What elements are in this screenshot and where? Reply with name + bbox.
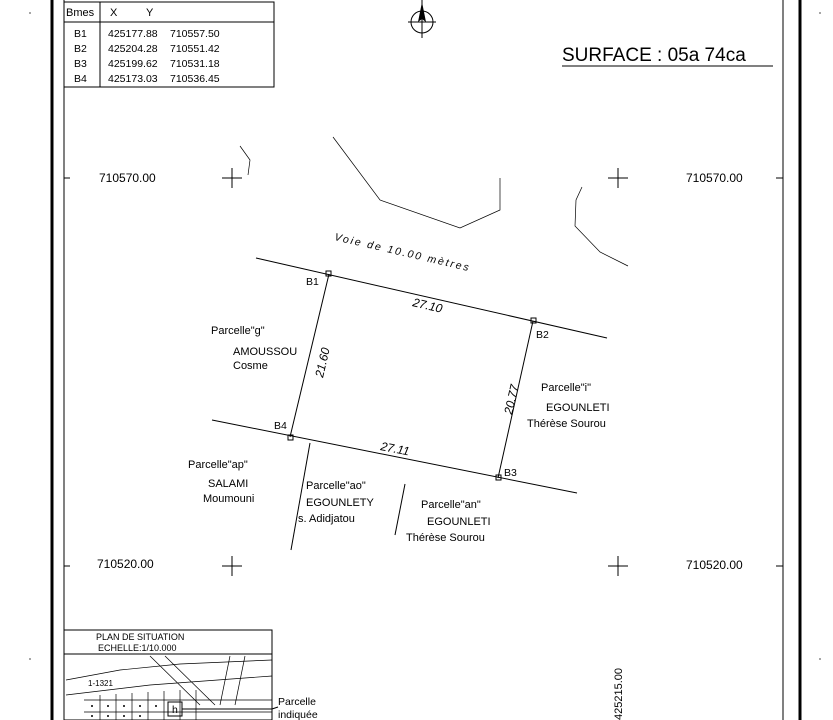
sheet-frame <box>30 0 820 720</box>
table-header-y: Y <box>146 7 154 19</box>
table-row-b2-x: 425204.28 <box>108 43 158 55</box>
dimension-top: 27.10 <box>411 295 444 316</box>
table-row-b2-y: 710551.42 <box>170 43 220 55</box>
road-outlines <box>240 137 628 266</box>
dimension-bottom: 27.11 <box>379 439 411 459</box>
point-b1-label: B1 <box>306 276 319 288</box>
table-row-b1-label: B1 <box>74 28 87 40</box>
north-arrow-icon <box>408 0 436 38</box>
svg-text:Moumouni: Moumouni <box>203 493 255 505</box>
table-row-b1-y: 710557.50 <box>170 28 220 40</box>
grid-crosses <box>64 168 783 576</box>
situation-plan-title: PLAN DE SITUATION <box>96 632 185 642</box>
svg-text:Parcelle"g": Parcelle"g" <box>211 325 265 337</box>
situation-map <box>66 656 272 720</box>
svg-text:Parcelle"ao": Parcelle"ao" <box>306 480 366 492</box>
pointer-label-2: indiquée <box>278 709 318 720</box>
parcel-ap-label <box>188 459 254 505</box>
table-row-b3-y: 710531.18 <box>170 58 220 70</box>
table-row-b3-label: B3 <box>74 58 87 70</box>
road-label: Voie de 10.00 mètres <box>333 231 472 275</box>
svg-text:Thérèse Sourou: Thérèse Sourou <box>527 418 606 430</box>
svg-text:Parcelle"an": Parcelle"an" <box>421 499 481 511</box>
svg-text:Thérèse Sourou: Thérèse Sourou <box>406 532 485 544</box>
coordinates-table <box>64 2 274 87</box>
pointer-label-1: Parcelle <box>278 696 316 708</box>
situation-road-code: 1-1321 <box>88 679 113 688</box>
svg-text:SALAMI: SALAMI <box>208 478 249 490</box>
parcel-an-label <box>406 499 491 544</box>
grid-label-top-right: 710570.00 <box>686 171 743 185</box>
table-row-b3-x: 425199.62 <box>108 58 158 70</box>
svg-text:EGOUNLETI: EGOUNLETI <box>546 402 610 414</box>
dimension-left: 21.60 <box>312 346 333 379</box>
svg-text:AMOUSSOU: AMOUSSOU <box>233 346 298 358</box>
table-row-b4-y: 710536.45 <box>170 73 220 85</box>
table-row-b4-label: B4 <box>74 73 87 85</box>
situation-plan-scale: ECHELLE:1/10.000 <box>98 643 177 653</box>
parcel-g-label <box>211 325 297 372</box>
table-header-x: X <box>110 7 118 19</box>
svg-text:EGOUNLETI: EGOUNLETI <box>427 516 491 528</box>
svg-text:Parcelle"i": Parcelle"i" <box>541 382 591 394</box>
svg-text:Cosme: Cosme <box>233 360 268 372</box>
situation-plan-inset <box>64 630 272 720</box>
point-b4-label: B4 <box>274 420 287 432</box>
point-b3-label: B3 <box>504 467 517 479</box>
grid-label-bottom-right: 710520.00 <box>686 558 743 572</box>
grid-label-top-left: 710570.00 <box>99 171 156 185</box>
point-b2-label: B2 <box>536 329 549 341</box>
svg-text:EGOUNLETY: EGOUNLETY <box>306 497 374 509</box>
table-header-bmes: Bmes <box>66 7 95 19</box>
table-row-b4-x: 425173.03 <box>108 73 158 85</box>
grid-label-vertical: 425215.00 <box>613 668 625 720</box>
svg-text:Parcelle"ap": Parcelle"ap" <box>188 459 248 471</box>
situation-marker-letter: h <box>172 704 178 716</box>
parcel-ao-label <box>298 480 375 525</box>
surface-area-label: SURFACE : 05a 74ca <box>562 45 746 66</box>
dimension-right: 20.77 <box>501 383 522 416</box>
parcel-i-label <box>527 382 610 430</box>
table-row-b2-label: B2 <box>74 43 87 55</box>
svg-text:s. Adidjatou: s. Adidjatou <box>298 513 355 525</box>
table-row-b1-x: 425177.88 <box>108 28 158 40</box>
grid-label-bottom-left: 710520.00 <box>97 557 154 571</box>
